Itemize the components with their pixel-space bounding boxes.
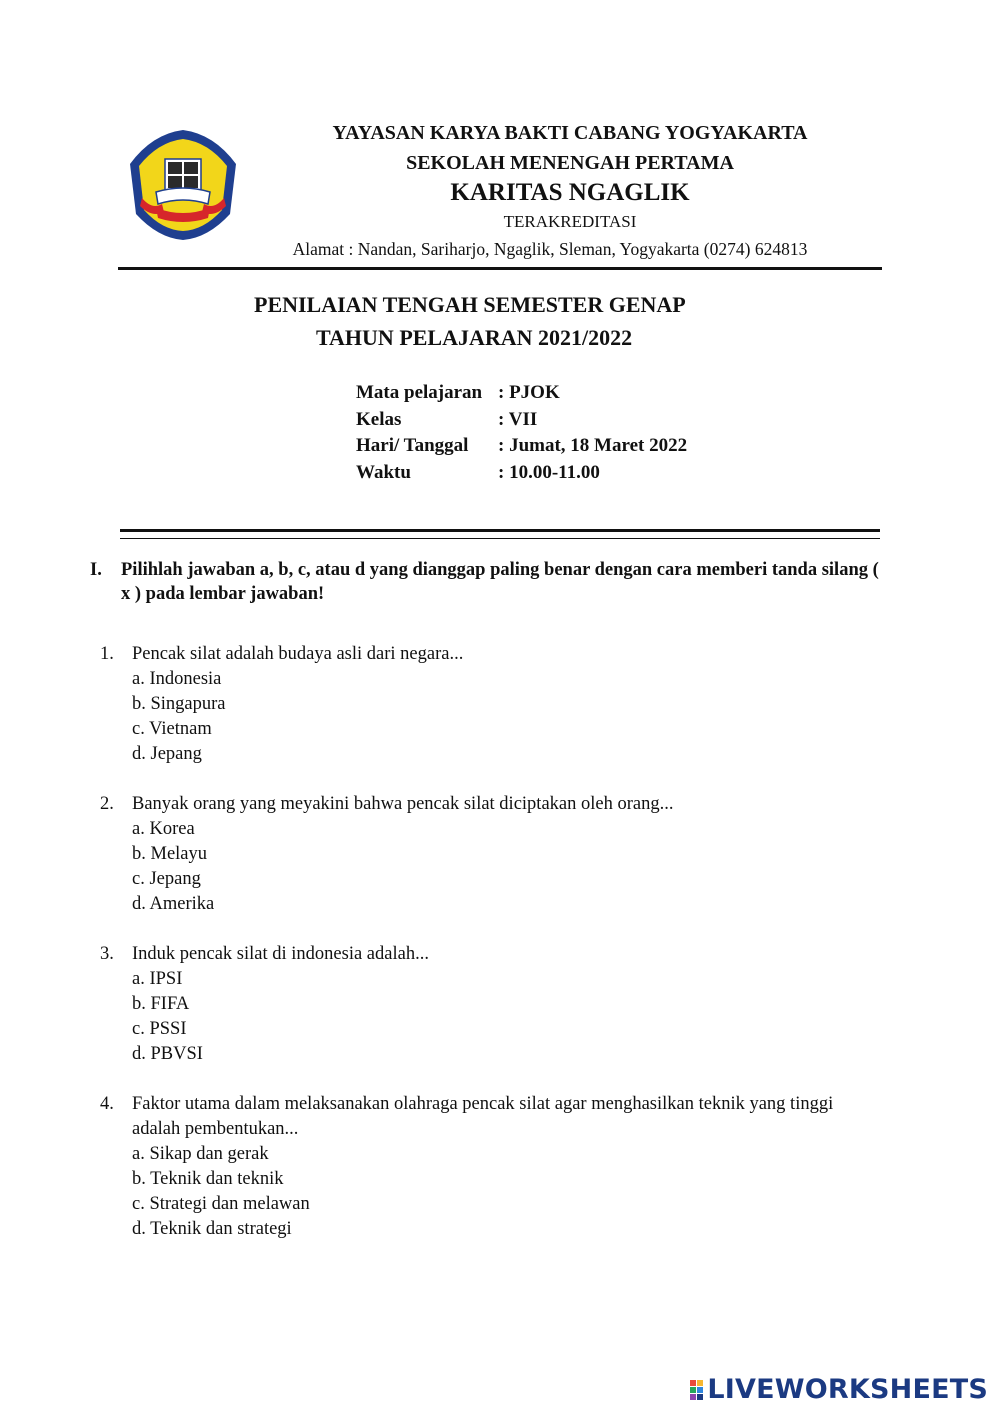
section-divider	[120, 529, 880, 539]
question-list	[100, 642, 880, 1267]
academic-year: TAHUN PELAJARAN 2021/2022	[316, 325, 633, 350]
question-text: Faktor utama dalam melaksanakan olahraga pencak silat agar menghasilkan teknik yang tinggi adalah pembentukan...	[132, 1094, 834, 1139]
answer-option[interactable]: a. Korea	[132, 819, 195, 839]
question-number: 1.	[100, 644, 114, 664]
answer-option[interactable]: b. FIFA	[132, 994, 190, 1014]
answer-option[interactable]: b. Teknik dan teknik	[132, 1169, 284, 1189]
meta-label: Waktu	[356, 461, 411, 483]
answer-option[interactable]: a. Sikap dan gerak	[132, 1144, 269, 1164]
school-name: KARITAS NGAGLIK	[450, 179, 690, 206]
answer-option[interactable]: d. Jepang	[132, 744, 202, 764]
meta-label: Kelas	[356, 408, 402, 430]
school-crest-icon	[122, 126, 244, 242]
liveworksheets-watermark[interactable]	[690, 1374, 988, 1405]
question-1	[100, 642, 880, 767]
meta-label: Hari/ Tanggal	[356, 435, 469, 457]
answer-option[interactable]: b. Melayu	[132, 844, 208, 864]
meta-value: : Jumat, 18 Maret 2022	[498, 435, 688, 457]
question-3	[100, 942, 880, 1067]
liveworksheets-icon	[690, 1380, 703, 1400]
question-number: 4.	[100, 1094, 114, 1114]
question-text: Induk pencak silat di indonesia adalah...	[132, 944, 429, 964]
meta-row-subject	[356, 380, 687, 407]
answer-option[interactable]: d. Teknik dan strategi	[132, 1219, 292, 1239]
school-logo	[122, 126, 244, 242]
question-text: Pencak silat adalah budaya asli dari negara...	[132, 644, 464, 664]
school-level: SEKOLAH MENENGAH PERTAMA	[406, 152, 734, 174]
answer-option[interactable]: c. Vietnam	[132, 719, 212, 739]
answer-option[interactable]: c. PSSI	[132, 1019, 187, 1039]
section-number: I.	[90, 560, 102, 580]
meta-value: : PJOK	[498, 382, 560, 404]
question-4	[100, 1092, 880, 1242]
accreditation: TERAKREDITASI	[503, 212, 637, 231]
answer-option[interactable]: c. Jepang	[132, 869, 201, 889]
meta-row-date	[356, 433, 687, 460]
meta-row-class	[356, 407, 687, 434]
answer-option[interactable]: a. Indonesia	[132, 669, 222, 689]
question-number: 3.	[100, 944, 114, 964]
question-2	[100, 792, 880, 917]
meta-row-time	[356, 460, 687, 487]
answer-option[interactable]: d. Amerika	[132, 894, 215, 914]
school-address: Alamat : Nandan, Sariharjo, Ngaglik, Sleman, Yogyakarta (0274) 624813	[292, 239, 808, 259]
watermark-text: LIVEWORKSHEETS	[707, 1374, 988, 1405]
answer-option[interactable]: a. IPSI	[132, 969, 183, 989]
meta-value: : VII	[498, 408, 538, 430]
answer-option[interactable]: c. Strategi dan melawan	[132, 1194, 310, 1214]
answer-option[interactable]: d. PBVSI	[132, 1044, 203, 1064]
letterhead-divider	[118, 267, 882, 270]
answer-option[interactable]: b. Singapura	[132, 694, 226, 714]
meta-label: Mata pelajaran	[356, 382, 483, 404]
question-number: 2.	[100, 794, 114, 814]
exam-title: PENILAIAN TENGAH SEMESTER GENAP	[254, 292, 686, 317]
foundation-name: YAYASAN KARYA BAKTI CABANG YOGYAKARTA	[332, 122, 808, 144]
exam-meta	[356, 380, 687, 486]
meta-value: : 10.00-11.00	[498, 461, 600, 483]
instruction-text: Pilihlah jawaban a, b, c, atau d yang dianggap paling benar dengan cara memberi tanda silang ( x ) pada lembar jawaban!	[121, 560, 879, 604]
question-text: Banyak orang yang meyakini bahwa pencak silat diciptakan oleh orang...	[132, 794, 674, 814]
section-instruction	[90, 558, 890, 606]
